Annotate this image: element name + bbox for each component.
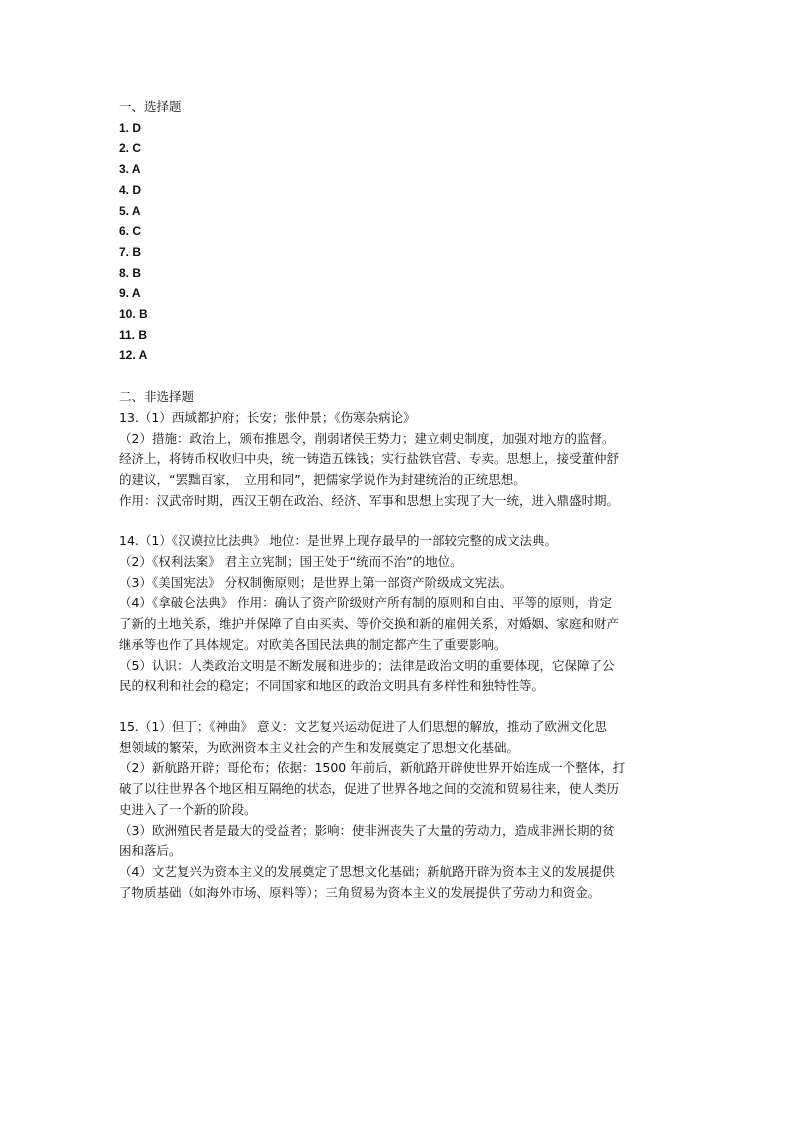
q13-line: （2）措施：政治上，颁布推恩令，削弱诸侯王势力；建立刺史制度，加强对地方的监督。 (119, 430, 615, 446)
answer-10: 10. B (119, 307, 148, 322)
q15-line: 15.（1）但丁；《神曲》 意义：文艺复兴运动促进了人们思想的解放，推动了欧洲文化思 (119, 718, 608, 734)
q14-line: 了新的土地关系，维护并保障了自由买卖、等价交换和新的雇佣关系，对婚姻、家庭和财产 (119, 616, 620, 632)
answer-2: 2. C (119, 141, 142, 156)
answer-7: 7. B (119, 244, 142, 259)
q14-line: （5）认识：人类政治文明是不断发展和进步的；法律是政治文明的重要体现，它保障了公 (119, 657, 615, 673)
q15-line: （2）新航路开辟；哥伦布；依据：1500 年前后，新航路开辟使世界开始连成一个整体，打 (119, 760, 626, 776)
answer-8: 8. B (119, 265, 142, 280)
q13-line: 作用：汉武帝时期，西汉王朝在政治、经济、军事和思想上实现了大一统，进入鼎盛时期。 (119, 492, 620, 508)
q15-line: 史进入了一个新的阶段。 (119, 801, 257, 817)
q15-line: 困和落后。 (119, 843, 182, 859)
q14-line: （3）《美国宪法》 分权制衡原则；是世界上第一部资产阶级成文宪法。 (119, 574, 513, 590)
question-13 (119, 408, 679, 512)
q15-line: 想领域的繁荣，为欧洲资本主义社会的产生和发展奠定了思想文化基础。 (119, 739, 520, 755)
q13-line: 13.（1）西域都护府；长安；张仲景；《伤寒杂病论》 (119, 409, 416, 425)
answer-3: 3. A (119, 162, 141, 177)
q14-line: 14.（1）《汉谟拉比法典》 地位：是世界上现存最早的一部较完整的成文法典。 (119, 533, 558, 549)
section1-title: 一、选择题 (119, 99, 182, 114)
q15-line: 破了以往世界各个地区相互隔绝的状态，促进了世界各地之间的交流和贸易往来，使人类历 (119, 781, 620, 797)
q14-line: （2）《权利法案》 君主立宪制；国王处于“统而不治”的地位。 (119, 554, 463, 570)
answer-9: 9. A (119, 286, 141, 301)
question-15 (119, 717, 679, 903)
q14-line: 民的权利和社会的稳定；不同国家和地区的政治文明具有多样性和独特性等。 (119, 678, 545, 694)
q13-line: 的建议，“罢黜百家， 立用和同”，把儒家学说作为封建统治的正统思想。 (119, 471, 526, 487)
answer-11: 11. B (119, 327, 148, 342)
answer-sheet (119, 97, 679, 903)
spacer (119, 511, 679, 531)
q14-line: （4）《拿破仑法典》 作用：确认了资产阶级财产所有制的原则和自由、平等的原则，肯定 (119, 595, 613, 611)
q15-line: 了物质基础（如海外市场、原料等）；三角贸易为资本主义的发展提供了劳动力和资金。 (119, 884, 601, 900)
question-14 (119, 531, 679, 697)
spacer (119, 366, 679, 387)
spacer (119, 697, 679, 717)
answer-1: 1. D (119, 120, 142, 135)
answer-4: 4. D (119, 182, 142, 197)
answer-6: 6. C (119, 224, 142, 239)
choice-answers (119, 118, 679, 366)
q13-line: 经济上，将铸币权收归中央，统一铸造五铢钱；实行盐铁官营、专卖。思想上，接受董仲舒 (119, 451, 620, 467)
answer-5: 5. A (119, 203, 141, 218)
q15-line: （4）文艺复兴为资本主义的发展奠定了思想文化基础；新航路开辟为资本主义的发展提供 (119, 863, 615, 879)
answer-12: 12. A (119, 348, 148, 363)
q15-line: （3）欧洲殖民者是最大的受益者；影响：使非洲丧失了大量的劳动力，造成非洲长期的贫 (119, 822, 615, 838)
q14-line: 继承等也作了具体规定。对欧美各国民法典的制定都产生了重要影响。 (119, 636, 507, 652)
section2-title: 二、非选择题 (119, 389, 195, 405)
